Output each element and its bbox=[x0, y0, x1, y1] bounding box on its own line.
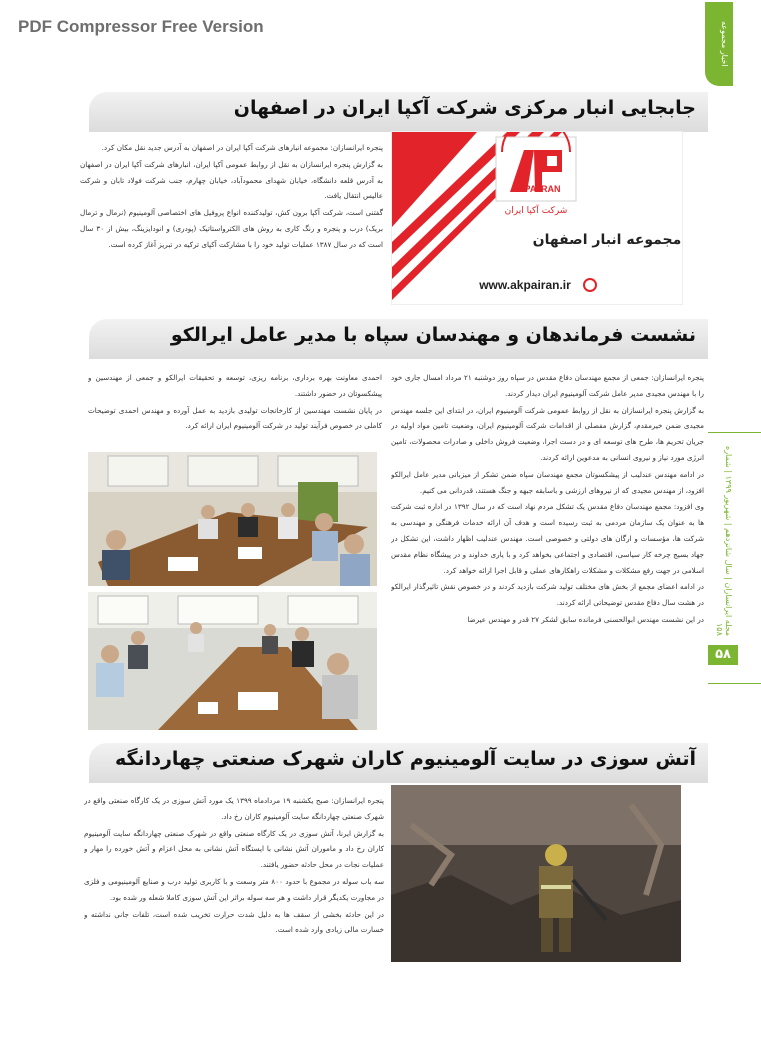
article2-body-right bbox=[391, 370, 704, 728]
akpa-logo-image bbox=[391, 131, 683, 305]
article3-paragraph: پنجره ایرانسازان: صبح یکشنبه ۱۹ مردادماه ۱۳۹۹ یک مورد آتش سوزی در یک کارگاه صنعتی واقع در شهرک صنعتی چهاردانگه سایت آلومینیوم کاران رخ داد. bbox=[84, 796, 384, 821]
meeting-photo-1 bbox=[88, 452, 377, 586]
akpa-brand-fa: شرکت آکپا ایران bbox=[504, 206, 568, 216]
issue-info: مجله ایرانسازان | سال شانزدهم | شهریور ۱۳۹۹ | شماره ۱۵۸ bbox=[715, 445, 733, 636]
article1-paragraph: گفتنی است، شرکت آکپا برون کش، تولیدکننده انواع پروفیل های اختصاصی آلومینیوم (نرمال و ترمال بریک) درب و پنجره و رنگ کاری به روش های الکترواستاتیک (پودری) و انودایزینگ، بیش از ۳۰ سال است که در سال ۱۳۸۷ عملیات تولید خود را با مشارکت آکپای ترکیه در تبریز آغاز کرده است. bbox=[80, 208, 383, 249]
article3-title: آتش سوزی در سایت آلومینیوم کاران شهرک صنعتی چهاردانگه bbox=[114, 748, 696, 770]
meeting-photo-2 bbox=[88, 592, 377, 730]
article2-paragraph: پنجره ایرانسازان: جمعی از مجمع مهندسان دفاع مقدس در سپاه روز دوشنبه ۲۱ مرداد امسال جاری خود را با مهندس مجیدی مدیر عامل شرکت آلومینیوم ایران دیدار کردند. bbox=[391, 373, 704, 398]
article3-body bbox=[84, 793, 384, 965]
section-tab[interactable] bbox=[705, 2, 733, 86]
article2-paragraph: وی افزود: مجمع مهندسان دفاع مقدس یک تشکل مردم نهاد است که در سال ۱۳۹۲ در اداره ثبت شرکت ها به عنوان یک سازمان مردمی به ثبت رسیده است و هدف آن ارائه خدمات فرهنگی و مهندسی به شرکت ها، مؤسسات و ارگان های دولتی و خصوصی است. مهندس عندلیب اظهار داشت، این تشکل در جهاد بسیج چرخه کار سیاسی، اقتصادی و اجتماعی بخواهد کرد و با یاری خداوند و در پیشگاه نظام مقدس اسلامی در جهت رفع مشکلات و مشکلات راهکارهای عملی و قابل اجرا ارائه خواهد کرد. bbox=[391, 502, 704, 575]
akpa-brand: AKPA IRAN bbox=[511, 184, 561, 194]
article1-body bbox=[80, 140, 383, 302]
akpa-subtitle: مجموعه انبار اصفهان bbox=[532, 232, 682, 248]
article3-paragraph: در این حادثه بخشی از سقف ها به دلیل شدت حرارت تخریب شده است، تلفات جانی نداشته و خسارت مالی زیادی وارد شده است. bbox=[84, 909, 384, 935]
sidebar-divider bbox=[708, 683, 761, 684]
article2-paragraph: در ادامه اعضای مجمع از بخش های مختلف تولید شرکت بازدید کردند و در خصوص نقش تاثیرگذار ایرالکو در هشت سال دفاع مقدس توضیحاتی ارائه کردند. bbox=[391, 582, 704, 608]
section-tab-label: اخبار مجموعه bbox=[720, 21, 729, 67]
article2-paragraph: در ادامه مهندس عندلیب از پیشکسوتان مجمع مهندسان سپاه ضمن تشکر از میزبانی مدیر عامل ایرالکو افزود، از مهندس مجیدی که از نیروهای ارزشی و باسابقه جبهه و جنگ هستند، قدردانی می کنیم. bbox=[391, 469, 704, 495]
article3-paragraph: سه باب سوله در مجموع با حدود ۸۰۰ متر وسعت و با کاربری تولید درب و صنایع آلومینیومی و فلزی در مجاورت یکدیگر قرار داشت و هر سه سوله براثر این آتش سوزی کاملا شعله ور شده بود. bbox=[84, 876, 384, 902]
akpa-globe-icon bbox=[583, 278, 597, 292]
article1-paragraph: پنجره ایرانسازان: مجموعه انبارهای شرکت آکپا ایران در اصفهان به آدرس جدید نقل مکان کرد. bbox=[101, 143, 383, 152]
article2-paragraph: در این نشست مهندس ابوالحسنی فرمانده سابق لشکر ۲۷ قدر و مهندس عیرضا bbox=[467, 614, 704, 624]
page-number: ۵۸ bbox=[708, 645, 738, 665]
article3-paragraph: به گزارش ایرنا، آتش سوزی در یک کارگاه صنعتی واقع در شهرک صنعتی چهاردانگه سایت آلومینیوم کاران رخ داد و ماموران آتش نشانی با ایستگاه آتش نشانی به محل اعزام و آتش خورده را مهار و عملیات نجات در محل حادثه حضور یافتند. bbox=[84, 828, 384, 870]
article2-paragraph: در پایان نشست مهندسین از کارخانجات تولیدی بازدید به عمل آورده و مهندس احمدی توضیحات کاملی در خصوص فرآیند تولید در شرکت آلومینیوم ایران ارائه کرد. bbox=[88, 405, 382, 431]
article2-paragraph: به گزارش پنجره ایرانسازان به نقل از روابط عمومی شرکت آلومینیوم ایران، در ابتدای این جلسه مهندس مجیدی ضمن خیرمقدم، گزارش مفصلی از اقدامات شرکت آلومینیوم ایران، وضعیت تامین مواد اولیه در جریان تحریم ها، طرح های توسعه ای و در دست اجرا، وضعیت فروش داخلی و صادرات محصولات، تامین انرژی مورد نیاز و نیروی انسانی به مدعوین ارائه کردند. bbox=[391, 405, 704, 462]
article1-title-bar bbox=[89, 92, 708, 132]
article2-title: نشست فرماندهان و مهندسان سپاه با مدیر عامل ایرالکو bbox=[170, 324, 696, 346]
akpa-url: www.akpairan.ir bbox=[479, 278, 571, 292]
watermark: PDF Compressor Free Version bbox=[18, 17, 264, 36]
article3-title-bar bbox=[89, 743, 708, 783]
article2-body-left bbox=[88, 370, 382, 446]
article2-title-bar bbox=[89, 319, 708, 359]
article2-paragraph: احمدی معاونت بهره برداری، برنامه ریزی، توسعه و تحقیقات ایرالکو و جمعی از مهندسین و پیشکسوتان در حضور داشتند. bbox=[88, 373, 382, 398]
article1-paragraph: به گزارش پنجره ایرانسازان به نقل از روابط عمومی آکپا ایران، انبارهای شرکت آکپا ایران در اصفهان به آدرس قلعه دانشگاه، خیابان شهدای محمودآباد، خیابان چهارم، جنب شرکت فولاد تابان و شرکت عالیس انتقال یافت. bbox=[80, 159, 383, 201]
sidebar-divider bbox=[708, 432, 761, 433]
article1-title: جابجایی انبار مرکزی شرکت آکپا ایران در اصفهان bbox=[233, 97, 696, 119]
fire-photo bbox=[391, 785, 681, 962]
